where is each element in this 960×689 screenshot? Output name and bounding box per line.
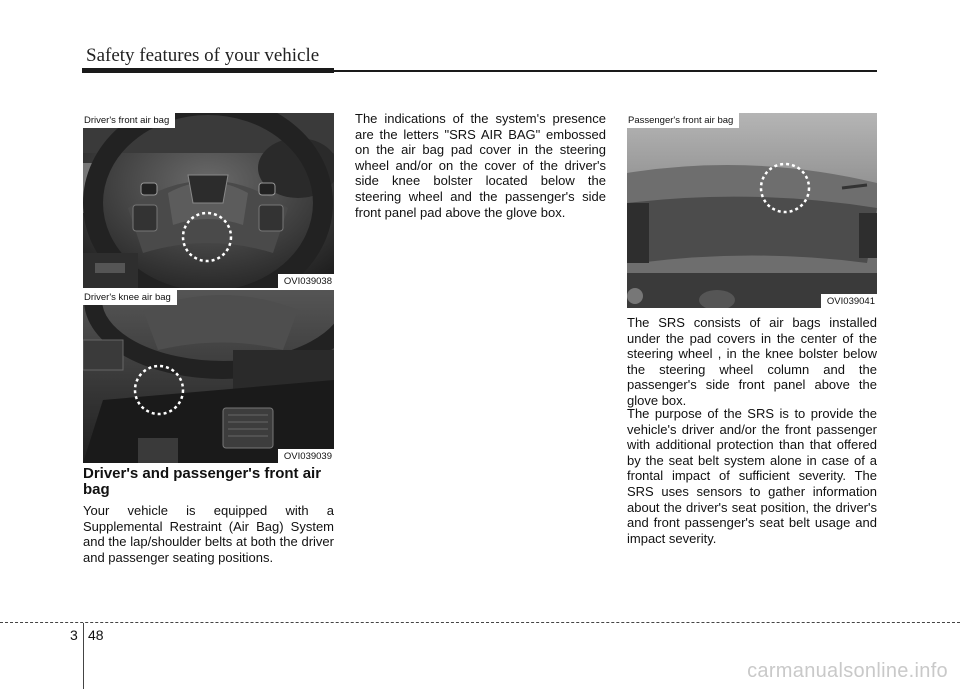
figure-code: OVI039041	[821, 294, 877, 308]
header-rule-thin	[334, 70, 877, 72]
chapter-number: 3	[70, 627, 78, 643]
figure-code: OVI039038	[278, 274, 334, 288]
figure-label: Driver's knee air bag	[83, 290, 177, 305]
steering-wheel-illustration	[83, 113, 334, 288]
header-title: Safety features of your vehicle	[86, 45, 320, 66]
page-number: 48	[88, 627, 104, 643]
section-intro: Your vehicle is equipped with a Supplemental Restraint (Air Bag) System and the lap/shoulder belts at both the driver and passenger seating positions.	[83, 503, 334, 565]
knee-bolster-illustration	[83, 290, 334, 463]
figure-code: OVI039039	[278, 449, 334, 463]
watermark: carmanualsonline.info	[747, 660, 948, 682]
footer-vertical-rule	[83, 623, 84, 689]
right-paragraph-2: The purpose of the SRS is to provide the vehicle's driver and/or the front passenger with additional protection than that offered by the seat belt system alone in case of a frontal impact of sufficient severity. The SRS uses sensors to gather information about the driver's seat position, the driver's and front passenger's seat belt usage and impact severity.	[627, 406, 877, 546]
header-rule-thick	[82, 68, 334, 73]
figure-label: Driver's front air bag	[83, 113, 175, 128]
dashboard-illustration	[627, 113, 877, 308]
figure-label: Passenger's front air bag	[627, 113, 739, 128]
middle-paragraph: The indications of the system's presence are the letters "SRS AIR BAG" embossed on the air bag pad cover in the steering wheel and/or on the cover of the driver's side knee bolster located below the steering wheel and the passenger's side front panel pad above the glove box.	[355, 111, 606, 220]
section-heading: Driver's and passenger's front air bag	[83, 465, 322, 498]
footer-rule	[0, 622, 960, 623]
passenger-front-airbag-photo	[627, 113, 877, 308]
right-paragraph-1: The SRS consists of air bags installed under the pad covers in the center of the steering wheel , in the knee bolster below the steering wheel column and the passenger's side front panel above the glove box.	[627, 315, 877, 408]
driver-knee-airbag-photo	[83, 290, 334, 463]
driver-front-airbag-photo	[83, 113, 334, 288]
